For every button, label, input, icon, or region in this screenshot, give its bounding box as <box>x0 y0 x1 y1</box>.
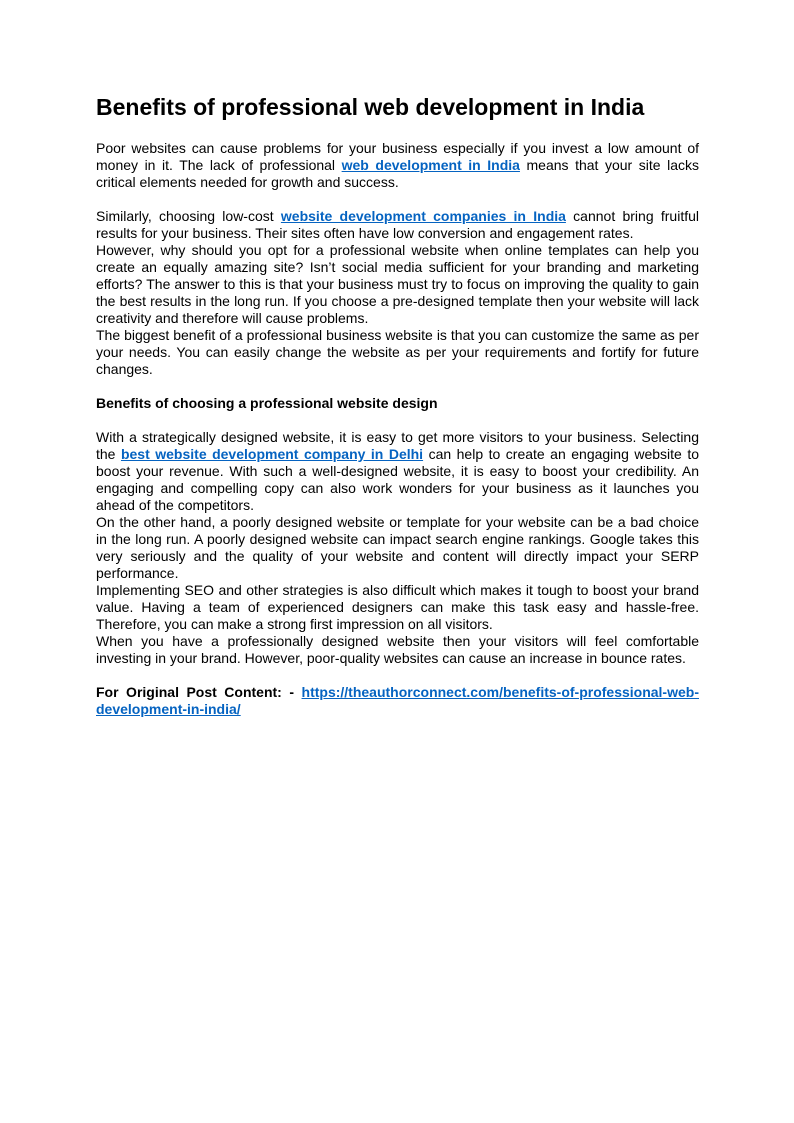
page-title: Benefits of professional web development in India <box>96 94 645 120</box>
eighth-paragraph: When you have a professionally designed website then your visitors will feel comfortable investing in your brand. However, poor-quality websites can cause an increase in bounce rates. <box>96 633 699 666</box>
fifth-text-before: With a strategically designed website, it is easy to get more visitors to your business. Selecting the <box>96 429 699 462</box>
intro-paragraph <box>96 140 699 191</box>
original-post-link[interactable]: https://theauthorconnect.com/benefits-of-professional-web-development-in-india/ <box>96 684 699 717</box>
document-page <box>96 92 699 718</box>
second-text-before: Similarly, choosing low-cost <box>96 208 281 224</box>
best-website-development-delhi-link[interactable]: best website development company in Delhi <box>120 446 424 462</box>
seventh-paragraph: Implementing SEO and other strategies is also difficult which makes it tough to boost your brand value. Having a team of experienced designers can make this task easy and hassle-free. Therefore, you can make a strong first impression on all visitors. <box>96 582 699 632</box>
section-subheading: Benefits of choosing a professional website design <box>96 395 438 411</box>
web-development-india-link[interactable]: web development in India <box>341 157 520 173</box>
intro-text-after: means that your site lacks critical elements needed for growth and success. <box>96 157 699 190</box>
fourth-paragraph: The biggest benefit of a professional business website is that you can customize the same as per your needs. You can easily change the website as per your requirements and fortify for future changes. <box>96 327 699 377</box>
fifth-paragraph <box>96 429 699 514</box>
intro-text-before: Poor websites can cause problems for your business especially if you invest a low amount of money in it. The lack of professional <box>96 140 699 173</box>
third-paragraph: However, why should you opt for a professional website when online templates can help you create an equally amazing site? Isn’t social media sufficient for your branding and marketing efforts? The answer to this is that your business must try to focus on improving the quality to gain the best results in the long run. If you choose a pre-designed template then your website will lack creativity and therefore will cause problems. <box>96 242 699 326</box>
second-paragraph <box>96 208 699 242</box>
second-text-after: cannot bring fruitful results for your business. Their sites often have low conversion and engagement rates. <box>96 208 699 241</box>
fifth-text-after: can help to create an engaging website to boost your revenue. With such a well-designed website, it is easy to boost your credibility. An engaging and compelling copy can also work wonders for your business as it launches you ahead of the competitors. <box>96 446 700 513</box>
sixth-paragraph: On the other hand, a poorly designed website or template for your website can be a bad choice in the long run. A poorly designed website can impact search engine rankings. Google takes this very seriously and the quality of your website and content will directly impact your SERP performance. <box>96 514 699 581</box>
source-label: For Original Post Content: - <box>96 684 302 700</box>
website-development-companies-link[interactable]: website development companies in India <box>280 208 566 224</box>
source-paragraph <box>96 684 699 718</box>
